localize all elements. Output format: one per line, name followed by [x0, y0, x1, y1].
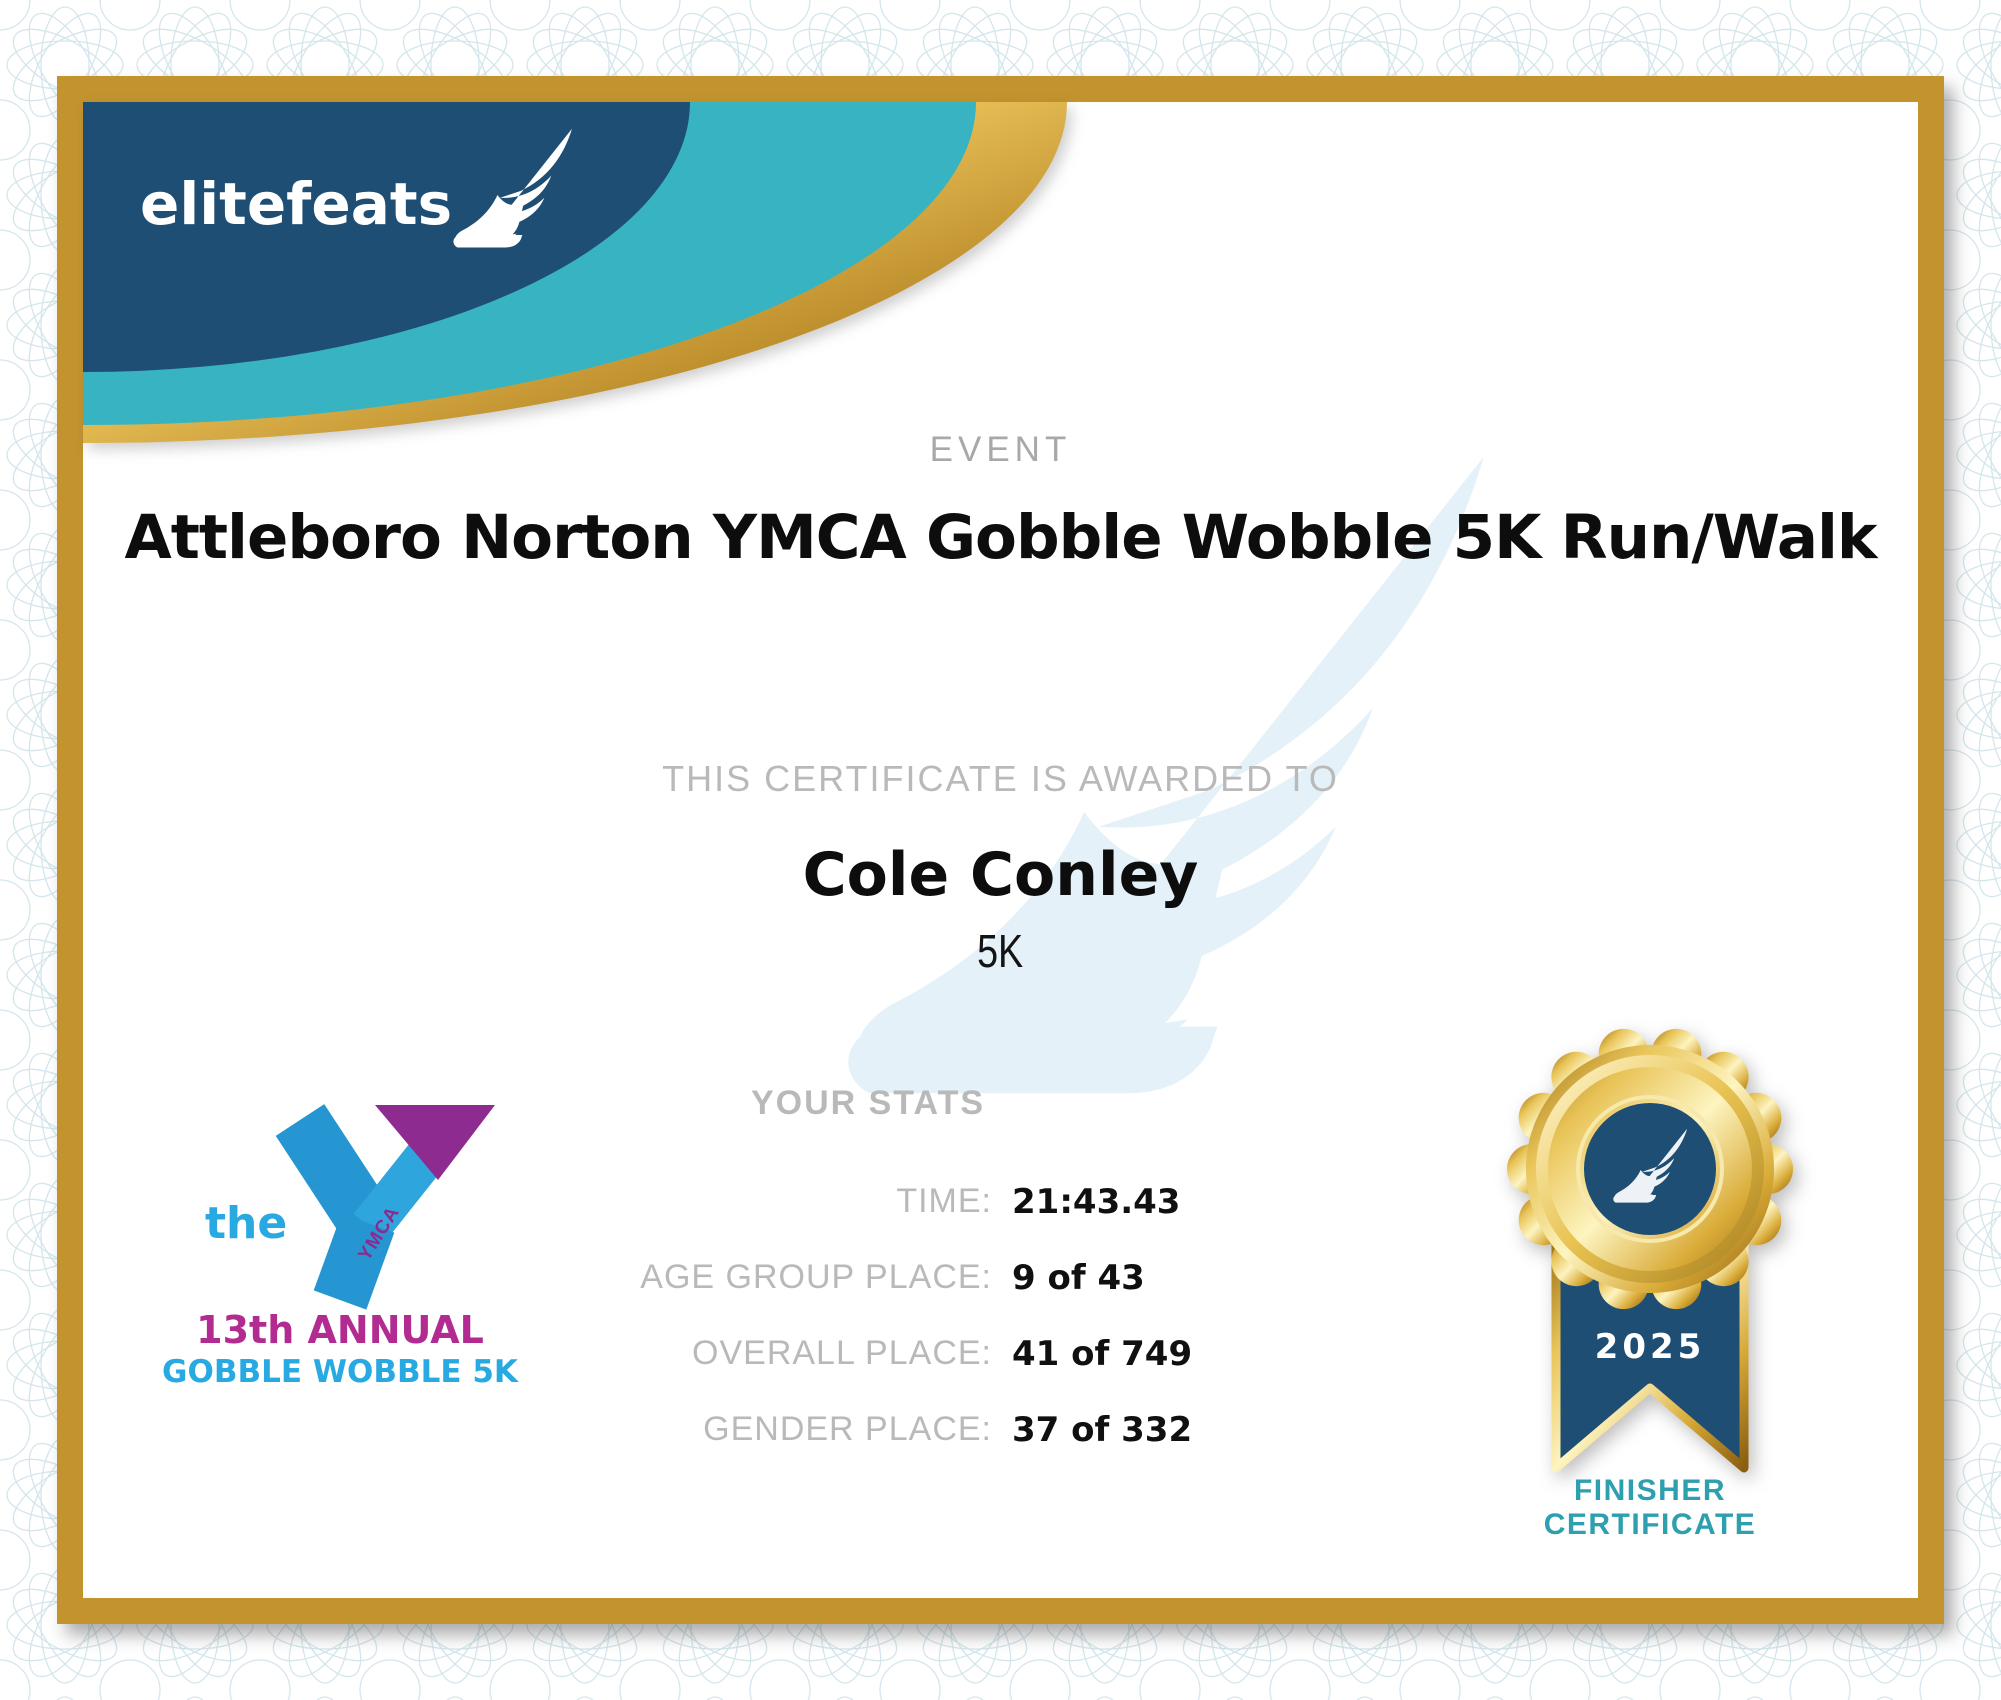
stat-value-age-group-place: 9 of 43 — [1012, 1258, 1145, 1298]
your-stats-label: YOUR STATS — [750, 1084, 986, 1122]
event-label: EVENT — [929, 430, 1072, 469]
event-title: Attleboro Norton YMCA Gobble Wobble 5K Run/Walk — [124, 502, 1877, 573]
stat-label-gender-place: GENDER PLACE: — [703, 1410, 992, 1448]
ymca-the-label: the — [205, 1198, 288, 1249]
ymca-rotated-label: YMCA — [354, 1202, 405, 1265]
medal-year: 2025 — [1594, 1327, 1706, 1367]
finisher-certificate-label — [1460, 1474, 1840, 1542]
stat-value-overall-place: 41 of 749 — [1012, 1334, 1193, 1374]
brand-logo-text: elitefeats — [140, 170, 453, 238]
stat-label-overall-place: OVERALL PLACE: — [692, 1334, 992, 1372]
finisher-line1: FINISHER — [1573, 1474, 1726, 1507]
stat-value-time: 21:43.43 — [1012, 1182, 1181, 1222]
recipient-name: Cole Conley — [802, 840, 1199, 910]
stat-label-time: TIME: — [896, 1182, 992, 1220]
awarded-to-label: THIS CERTIFICATE IS AWARDED TO — [662, 758, 1339, 799]
race-distance: 5K — [977, 925, 1024, 977]
medal-center — [1584, 1103, 1716, 1235]
finisher-medal-icon — [1480, 1000, 1820, 1500]
stat-label-age-group-place: AGE GROUP PLACE: — [640, 1258, 992, 1296]
ymca-y-icon — [255, 1095, 525, 1315]
event-logo-line1: 13th ANNUAL — [196, 1308, 484, 1352]
finisher-line2: CERTIFICATE — [1543, 1508, 1757, 1541]
stat-value-gender-place: 37 of 332 — [1012, 1410, 1193, 1450]
event-logo-line2: GOBBLE WOBBLE 5K — [162, 1354, 518, 1390]
header-decoration — [83, 102, 1183, 472]
